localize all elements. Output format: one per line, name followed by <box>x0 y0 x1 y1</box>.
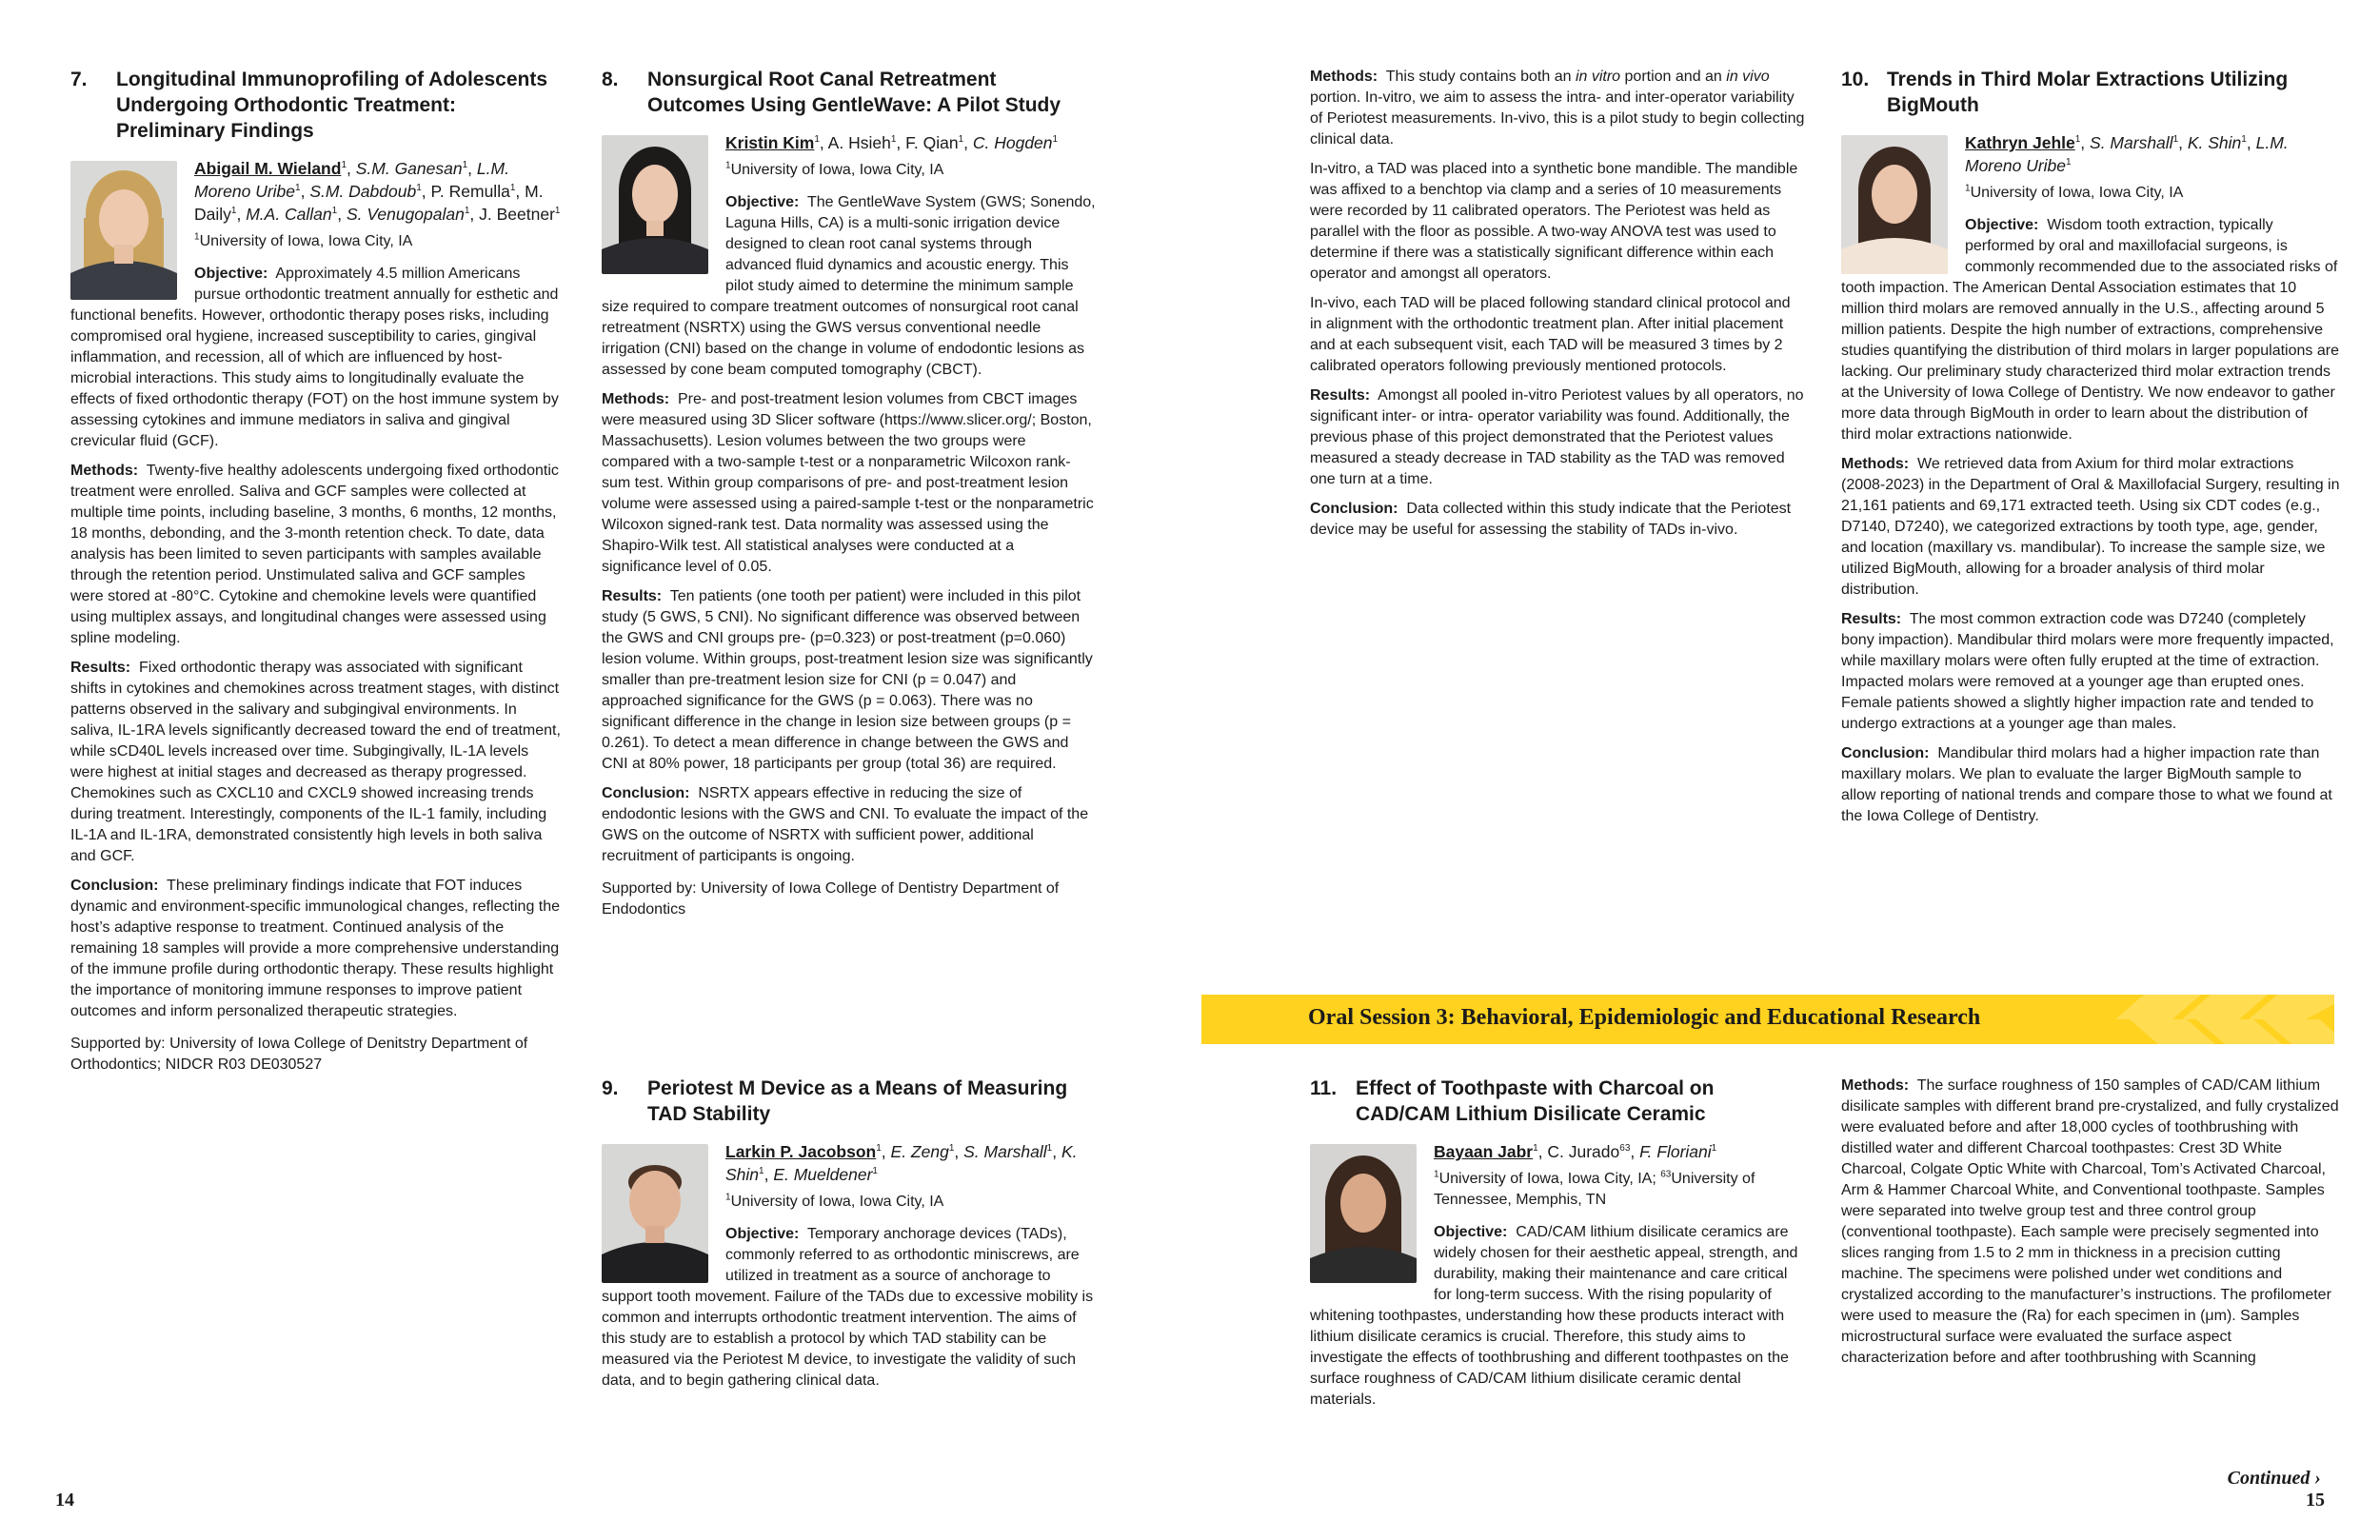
abstract-title: 10. Trends in Third Molar Extractions Utilizing BigMouth <box>1841 69 2289 116</box>
objective: Objective: Temporary anchorage devices (TADs), commonly referred to as orthodontic miniscrews, are utilized in treatment as a source of anchorage to support tooth movement. Failure of the TADs due to excessive mobility is common and interrupts orthodontic treatment intervention. The aims of this study are to establish a protocol by which TAD stability can be measured via the Periotest M device, to investigate the validity of such data, and to begin gathering clinical data. <box>602 1226 1094 1389</box>
page-number-right: 15 <box>2306 1490 2325 1510</box>
methods: Methods: This study contains both an in vitro portion and an in vivo portion. In-vitro, we aim to assess the intra- and inter-operator variability of Periotest measurements. In-vivo, this is a pilot study to begin collecting clinical data. <box>1310 69 1805 148</box>
author-list: Kathryn Jehle$^1$, S. Marshall$^1$, K. Shin$^1$, L.M. Moreno Uribe$^1$ <box>1965 133 2289 175</box>
conclusion: Conclusion: These preliminary findings indicate that FOT induces dynamic and environment-specific immunological changes, reflecting the host’s adaptive response to treatment. Continued analysis of the remaining 18 samples will provide a more comprehensive understanding of the immune profile during orthodontic therapy. These results highlight the importance of monitoring immune responses to improve patient outcomes and inform personalized therapeutic strategies. <box>70 878 561 1019</box>
affiliation: $^1$University of Iowa, Iowa City, IA <box>725 1192 944 1210</box>
results: Results: The most common extraction code was D7240 (completely bony impaction). Mandibular third molars were more frequently impacted, while maxillary molars were often fully erupted at the time of extraction. Impacted molars were removed at a younger age than erupted ones. Female patients showed a slightly higher impaction rate and tended to undergo extractions at a younger age than males. <box>1841 611 2334 732</box>
abstract-title: 11. Effect of Toothpaste with Charcoal on CAD/CAM Lithium Disilicate Ceramic <box>1310 1077 1715 1125</box>
conclusion: Conclusion: Data collected within this study indicate that the Periotest device may be useful for assessing the stability of TADs in-vivo. <box>1310 501 1792 538</box>
results: Results: Ten patients (one tooth per patient) were included in this pilot study (5 GWS, 5 CNI). No significant difference was observed between the GWS and CNI groups pre- (p=0.323) or post-treatment (p=0.060) lesion volume. Within groups, post-treatment lesion size was significantly smaller than pre-treatment lesion size for CNI (p = 0.047) and approached significance for the GWS (p = 0.063). There was no significant difference in the change in lesion size between groups (p = 0.261). To detect a mean difference in change between the GWS and CNI at 80% power, 18 participants per group (total 36) are required. <box>602 588 1093 772</box>
methods: Methods: We retrieved data from Axium for third molar extractions (2008-2023) in the Department of Oral & Maxillofacial Surgery, resulting in 21,161 patients and 69,171 extracted teeth. Using six CDT codes (e.g., D7140, D7240), we categorized extractions by tooth type, age, gender, and location (maxillary vs. mandibular). To increase the sample size, we utilized BigMouth, allowing for a broader analysis of third molar distribution. <box>1841 456 2340 598</box>
author-photo <box>70 161 177 300</box>
abstract-8 <box>602 67 1097 920</box>
affiliation: $^1$University of Iowa, Iowa City, IA <box>1965 183 2184 201</box>
objective: Objective: Approximately 4.5 million Americans pursue orthodontic treatment annually for esthetic and functional benefits. However, orthodontic therapy poses risks, including compromised oral hygiene, increased susceptibility to caries, gingival inflammation, and recession, all of which are influenced by host-microbial interactions. This study aims to longitudinally evaluate the effects of fixed orthodontic therapy (FOT) on the host immune system by assessing cytokines and immune mediators in saliva and gingival crevicular fluid (GCF). <box>70 266 559 449</box>
abstract-9-continued <box>1310 67 1805 549</box>
affiliation: $^1$University of Iowa, Iowa City, IA; $^{63}$University of Tennessee, Memphis, TN <box>1434 1169 1755 1208</box>
objective: Objective: CAD/CAM lithium disilicate ceramics are widely chosen for their aesthetic appeal, strength, and durability, making their maintenance and care critical for long-term success. With the rising popularity of whitening toothpastes, understanding how these products interact with lithium disilicate ceramics is crucial. Therefore, this study aims to investigate the effects of toothbrushing and different toothpastes on the surface roughness of CAD/CAM lithium disilicate ceramic dental materials. <box>1310 1224 1798 1408</box>
methods: Methods: The surface roughness of 150 samples of CAD/CAM lithium disilicate samples with different brand pre-crystalized, and fully crystalized were evaluated before and after 18,000 cycles of toothbrushing with distilled water and different Charcoal toothpastes: Crest 3D White Charcoal, Colgate Optic White with Charcoal, Tom’s Activated Charcoal, Arm & Hammer Charcoal White, and Conventional toothpaste. Samples were separated into twelve group test and three control group (conventional toothpaste). Each sample were precisely segmented into slices ranging from 1.5 to 2 mm in thickness in a precision cutting machine. The specimens were polished under wet conditions and crystalized according to the manufacturer’s instructions. The profilometer were used to measure the (Ra) for each specimen in (μm). Samples microstructural surface were evaluated the surface aspect characterization before and after toothbrushing with Scanning <box>1841 1077 2339 1366</box>
results: Results: Fixed orthodontic therapy was associated with significant shifts in cytokines and chemokines across treatment stages, with distinct patterns observed in the salivary and subgingival environments. In saliva, IL-1RA levels significantly decreased toward the end of treatment, while sCD40L levels increased over time. Subgingivally, IL-1A levels were highest at initial stages and decreased as therapy progressed. Chemokines such as CXCL10 and CXCL9 showed increasing trends during treatment. Interestingly, components of the IL-1 family, including IL-1A and IL-1RA, demonstrated consistently high levels in both saliva and GCF. <box>70 660 561 864</box>
author-photo <box>1841 135 1948 274</box>
abstract-9 <box>602 1076 1097 1400</box>
author-list: Bayaan Jabr$^1$, C. Jurado$^{63}$, F. Floriani$^1$ <box>1434 1142 1717 1161</box>
affiliation: $^1$University of Iowa, Iowa City, IA <box>725 160 944 178</box>
author-list: Larkin P. Jacobson$^1$, E. Zeng$^1$, S. Marshall$^1$, K. Shin$^1$, E. Mueldener$^1$ <box>725 1142 1078 1184</box>
abstract-title: 7. Longitudinal Immunoprofiling of Adolescents Undergoing Orthodontic Treatment: Preliminary Findings <box>70 69 548 142</box>
abstract-title: 8. Nonsurgical Root Canal Retreatment Outcomes Using GentleWave: A Pilot Study <box>602 69 1061 116</box>
affiliation: $^1$University of Iowa, Iowa City, IA <box>194 231 413 249</box>
supported-by: Supported by: University of Iowa College of Dentistry Department of Endodontics <box>602 880 1060 918</box>
abstract-11 <box>1310 1076 1805 1419</box>
abstract-10 <box>1841 67 2340 836</box>
author-list: Abigail M. Wieland$^1$, S.M. Ganesan$^1$, L.M. Moreno Uribe$^1$, S.M. Dabdoub$^1$, P. Remulla$^1$, M. Daily$^1$, M.A. Callan$^1$, S. Venugopalan$^1$, J. Beetner$^1$ <box>194 159 561 224</box>
methods-invivo: In-vivo, each TAD will be placed following standard clinical protocol and in alignment with the orthodontic treatment plan. After initial placement and at each subsequent visit, each TAD will be measured 3 times by 2 calibrated operators following previously mentioned protocols. <box>1310 295 1791 374</box>
page-number-left: 14 <box>55 1490 74 1510</box>
section-title: Oral Session 3: Behavioral, Epidemiologic and Educational Research <box>1308 1005 1981 1030</box>
methods-invitro: In-vitro, a TAD was placed into a synthetic bone mandible. The mandible was affixed to a benchtop via clamp and a series of 10 measurements were recorded by 11 calibrated operators. The Periotest was held as parallel with the floor as possible. A two-way ANOVA test was used to determine if there was a statistically significant difference within each operator and amongst all operators. <box>1310 161 1798 282</box>
abstract-7 <box>70 67 561 1076</box>
author-photo <box>1310 1144 1417 1283</box>
abstract-11-continued <box>1841 1076 2340 1377</box>
author-photo <box>602 135 708 274</box>
objective: Objective: Wisdom tooth extraction, typically performed by oral and maxillofacial surgeons, is commonly recommended due to the associated risks of tooth impaction. The American Dental Association estimates that 10 million third molars are removed annually in the U.S., affecting around 5 million patients. Despite the high number of extractions, comprehensive studies quantifying the distribution of third molars in larger populations are lacking. Our preliminary study characterized third molar extraction trends at the University of Iowa College of Dentistry. We now endeavor to gather more data through BigMouth in order to learn about the distribution of third molar extractions nationwide. <box>1841 217 2339 443</box>
author-photo <box>602 1144 708 1283</box>
section-banner <box>1201 995 2334 1044</box>
abstract-title: 9. Periotest M Device as a Means of Measuring TAD Stability <box>602 1077 1068 1125</box>
conclusion: Conclusion: Mandibular third molars had a higher impaction rate than maxillary molars. We plan to evaluate the larger BigMouth sample to allow reporting of national trends and compare those to what we found at the Iowa College of Dentistry. <box>1841 745 2332 824</box>
methods: Methods: Pre- and post-treatment lesion volumes from CBCT images were measured using 3D Slicer software (https://www.slicer.org/; Boston, Massachusetts). Lesion volumes between the two groups were compared with a two-sample t-test or a nonparametric Wilcoxon rank-sum test. Within group comparisons of pre- and post-treatment lesion volume were assessed using a paired-sample t-test or the nonparametric Wilcoxon signed-rank test. Data normality was assessed using the Shapiro-Wilk test. All statistical analyses were conducted at a significance level of 0.05. <box>602 391 1094 575</box>
conclusion: Conclusion: NSRTX appears effective in reducing the size of endodontic lesions with the GWS and CNI. To evaluate the impact of the GWS on the outcome of NSRTX with sufficient power, additional recruitment of participants is ongoing. <box>602 785 1089 864</box>
objective: Objective: The GentleWave System (GWS; Sonendo, Laguna Hills, CA) is a multi-sonic irrigation device designed to clean root canal systems through advanced fluid dynamics and acoustic energy. This pilot study aimed to determine the minimum sample size required to compare treatment outcomes of nonsurgical root canal retreatment (NSRTX) using the GWS versus conventional needle irrigation (CNI) based on the change in volume of endodontic lesions as assessed by cone beam computed tomography (CBCT). <box>602 194 1096 378</box>
continued-link[interactable]: Continued › <box>2227 1468 2321 1489</box>
supported-by: Supported by: University of Iowa College of Denitstry Department of Orthodontics; NIDCR R03 DE030527 <box>70 1036 528 1073</box>
author-list: Kristin Kim$^1$, A. Hsieh$^1$, F. Qian$^1$, C. Hogden$^1$ <box>725 133 1059 152</box>
methods: Methods: Twenty-five healthy adolescents undergoing fixed orthodontic treatment were enrolled. Saliva and GCF samples were collected at multiple time points, including baseline, 3 months, 6 months, 12 months, 18 months, debonding, and the 3-month retention check. To date, data analysis has been limited to seven participants with samples available through the retention period. Unstimulated saliva and GCF samples were stored at -80°C. Cytokine and chemokine levels were quantified using multiplex assays, and longitudinal changes were assessed using spline modeling. <box>70 463 559 646</box>
results: Results: Amongst all pooled in-vitro Periotest values by all operators, no significant inter- or intra- operator variability was found. Additionally, the previous phase of this project demonstrated that the Periotest values measured a steady decrease in TAD stability as the TAD was removed one turn at a time. <box>1310 387 1804 487</box>
